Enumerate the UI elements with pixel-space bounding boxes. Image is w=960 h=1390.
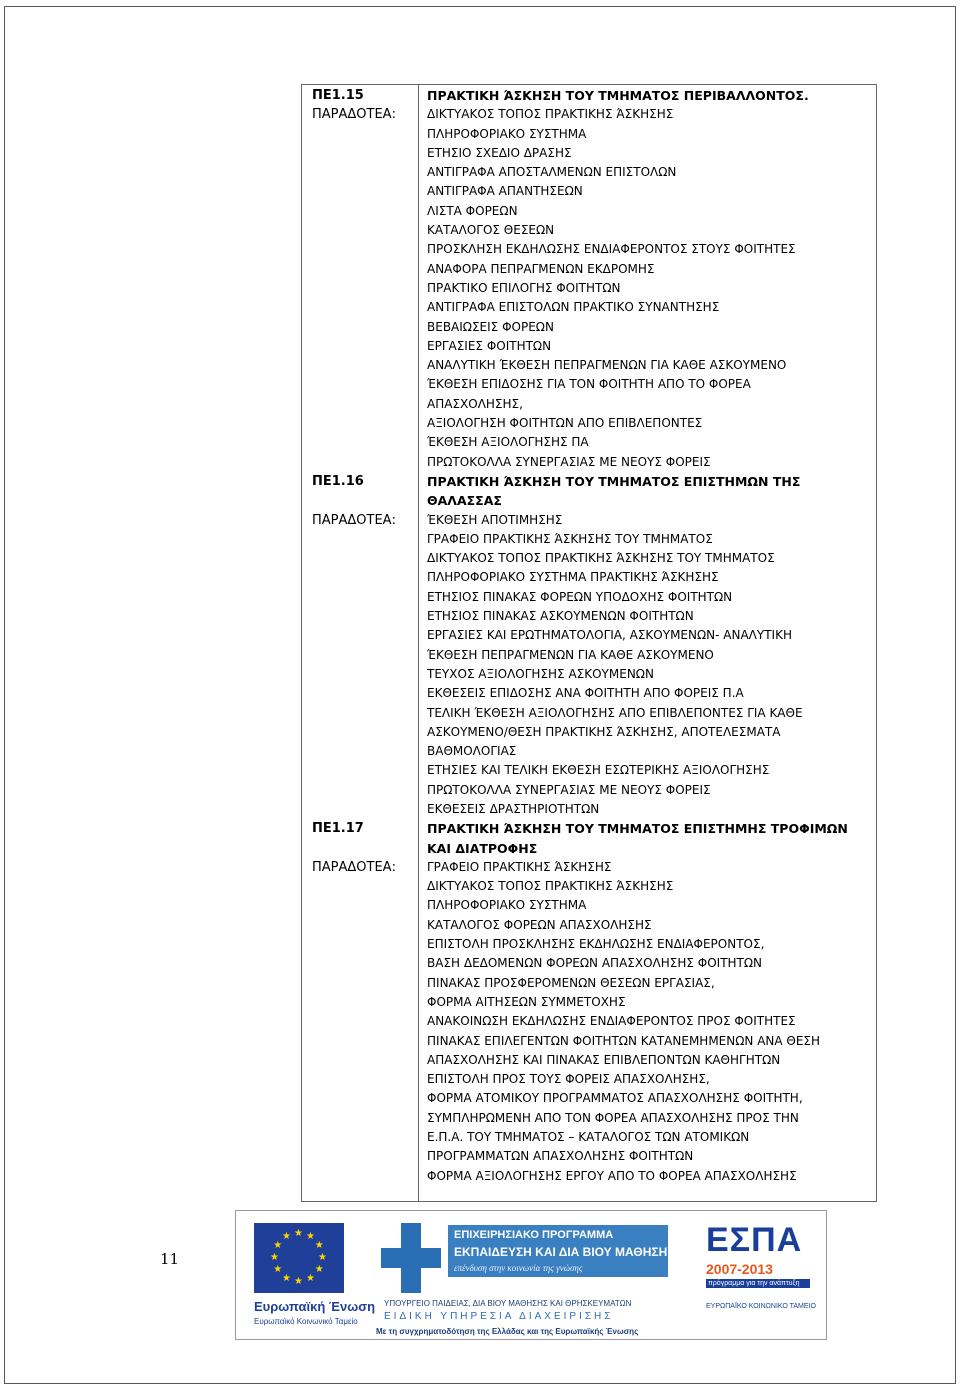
row-text: ΑΝΑΚΟΙΝΩΣΗ ΕΚΔΗΛΩΣΗΣ ΕΝΔΙΑΦΕΡΟΝΤΟΣ ΠΡΟΣ ΦΟΙΤΗΤΕΣ [427,1014,796,1029]
table-row [300,491,880,510]
table-row [300,684,880,703]
page-number: 11 [160,1250,180,1268]
table-row [300,916,880,935]
eu-star-icon: ★ [282,1272,291,1284]
row-text: ΈΚΘΕΣΗ ΕΠΙΔΟΣΗΣ ΓΙΑ ΤΟΝ ΦΟΙΤΗΤΗ ΑΠΟ ΤΟ ΦΟΡΕΑ [427,377,751,392]
table-row [300,1089,880,1108]
row-text: ΠΛΗΡΟΦΟΡΙΑΚΟ ΣΥΣΤΗΜΑ [427,126,587,141]
table-row [300,839,880,858]
table-row [300,182,880,201]
table-row [300,433,880,452]
espa-logo: ΕΣΠΑ [706,1221,803,1259]
row-text: ΑΠΑΣΧΟΛΗΣΗΣ ΚΑΙ ΠΙΝΑΚΑΣ ΕΠΙΒΛΕΠΟΝΤΩΝ ΚΑΘΗΓΗΤΩΝ [427,1052,781,1067]
table-row [300,279,880,298]
greek-cross-icon [381,1223,441,1293]
table-row [300,993,880,1012]
table-row [300,549,880,568]
table-row [300,511,880,530]
eu-star-icon: ★ [306,1231,315,1243]
table-row [300,202,880,221]
row-text: ΕΡΓΑΣΙΕΣ ΚΑΙ ΕΡΩΤΗΜΑΤΟΛΟΓΙΑ, ΑΣΚΟΥΜΕΝΩΝ- ΑΝΑΛΥΤΙΚΗ [427,628,792,643]
row-text: ΔΙΚΤΥΑΚΟΣ ΤΟΠΟΣ ΠΡΑΚΤΙΚΗΣ ΆΣΚΗΣΗΣ [427,879,674,894]
table-row [300,1167,880,1186]
row-text: ΕΤΗΣΙΕΣ ΚΑΙ ΤΕΛΙΚΗ ΕΚΘΕΣΗ ΕΣΩΤΕΡΙΚΗΣ ΑΞΙΟΛΟΓΗΣΗΣ [427,763,770,778]
row-text: ΕΤΗΣΙΟΣ ΠΙΝΑΚΑΣ ΑΣΚΟΥΜΕΝΩΝ ΦΟΙΤΗΤΩΝ [427,609,694,624]
table-row [300,240,880,259]
row-label: ΠΑΡΑΔΟΤΕΑ: [312,859,396,875]
table-row [300,472,880,491]
eu-star-icon: ★ [314,1240,324,1251]
row-text: ΠΡΑΚΤΙΚΗ ΆΣΚΗΣΗ ΤΟΥ ΤΜΗΜΑΤΟΣ ΕΠΙΣΤΗΜΗΣ ΤΡΟΦΙΜΩΝ [427,821,848,837]
op-title-line2: ΕΚΠΑΙΔΕΥΣΗ ΚΑΙ ΔΙΑ ΒΙΟΥ ΜΑΘΗΣΗ [454,1245,668,1259]
table-row [300,337,880,356]
row-text: ΠΡΩΤΟΚΟΛΛΑ ΣΥΝΕΡΓΑΣΙΑΣ ΜΕ ΝΕΟΥΣ ΦΟΡΕΙΣ [427,454,711,469]
row-text: ΠΡΩΤΟΚΟΛΛΑ ΣΥΝΕΡΓΑΣΙΑΣ ΜΕ ΝΕΟΥΣ ΦΟΡΕΙΣ [427,782,711,797]
row-text: ΤΕΛΙΚΗ ΈΚΘΕΣΗ ΑΞΙΟΛΟΓΗΣΗΣ ΑΠΟ ΕΠΙΒΛΕΠΟΝΤΕΣ ΓΙΑ ΚΑΘΕ [427,705,803,720]
cofinance-note: Με τη συγχρηματοδότηση της Ελλάδας και της Ευρωπαϊκής Ένωσης [376,1327,639,1336]
row-label: ΠΑΡΑΔΟΤΕΑ: [312,107,396,123]
table-row [300,819,880,838]
table-row [300,935,880,954]
table-row [300,800,880,819]
row-text: ΕΡΓΑΣΙΕΣ ΦΟΙΤΗΤΩΝ [427,338,552,353]
op-slogan: επένδυση στην κοινωνία της γνώσης [454,1263,583,1273]
eu-star-icon: ★ [294,1228,303,1239]
row-text: ΑΞΙΟΛΟΓΗΣΗ ΦΟΙΤΗΤΩΝ ΑΠΟ ΕΠΙΒΛΕΠΟΝΤΕΣ [427,416,703,431]
eu-star-icon: ★ [314,1264,324,1275]
row-text: ΑΝΤΙΓΡΑΦΑ ΕΠΙΣΤΟΛΩΝ ΠΡΑΚΤΙΚΟ ΣΥΝΑΝΤΗΣΗΣ [427,300,720,315]
row-text: ΕΠΙΣΤΟΛΗ ΠΡΟΣ ΤΟΥΣ ΦΟΡΕΙΣ ΑΠΑΣΧΟΛΗΣΗΣ, [427,1072,710,1087]
row-text: ΑΝΤΙΓΡΑΦΑ ΑΠΟΣΤΑΛΜΕΝΩΝ ΕΠΙΣΤΟΛΩΝ [427,165,677,180]
row-text: ΑΣΚΟΥΜΕΝΟ/ΘΕΣΗ ΠΡΑΚΤΙΚΗΣ ΆΣΚΗΣΗΣ, ΑΠΟΤΕΛΕΣΜΑΤΑ [427,724,781,739]
table-row [300,298,880,317]
table-row [300,221,880,240]
table-row [300,318,880,337]
row-text: ΑΝΤΙΓΡΑΦΑ ΑΠΑΝΤΗΣΕΩΝ [427,184,583,199]
table-row [300,646,880,665]
eu-star-icon: ★ [306,1272,315,1284]
row-text: ΕΚΘΕΣΕΙΣ ΕΠΙΔΟΣΗΣ ΑΝΑ ΦΟΙΤΗΤΗ ΑΠΟ ΦΟΡΕΙΣ Π.Α [427,686,744,701]
row-text: ΣΥΜΠΛΗΡΩΜΕΝΗ ΑΠΟ ΤΟΝ ΦΟΡΕΑ ΑΠΑΣΧΟΛΗΣΗΣ ΠΡΟΣ ΤΗΝ [427,1110,799,1125]
row-text: ΒΑΣΗ ΔΕΔΟΜΕΝΩΝ ΦΟΡΕΩΝ ΑΠΑΣΧΟΛΗΣΗΣ ΦΟΙΤΗΤΩΝ [427,956,763,971]
table-row [300,954,880,973]
table-row [300,105,880,124]
row-label: ΠΕ1.16 [312,473,364,489]
table-row [300,1032,880,1051]
row-text: ΠΡΑΚΤΙΚΟ ΕΠΙΛΟΓΗΣ ΦΟΙΤΗΤΩΝ [427,280,621,295]
table-row [300,1128,880,1147]
ministry-name: ΥΠΟΥΡΓΕΙΟ ΠΑΙΔΕΙΑΣ, ΔΙΑ ΒΙΟΥ ΜΑΘΗΣΗΣ ΚΑΙ ΘΡΗΣΚΕΥΜΑΤΩΝ [384,1299,632,1308]
table-row [300,742,880,761]
row-text: ΕΚΘΕΣΕΙΣ ΔΡΑΣΤΗΡΙΟΤΗΤΩΝ [427,801,600,816]
row-text: ΓΡΑΦΕΙΟ ΠΡΑΚΤΙΚΗΣ ΆΣΚΗΣΗΣ [427,859,612,874]
table-top-border [301,84,877,85]
row-text: ΕΤΗΣΙΟ ΣΧΕΔΙΟ ΔΡΑΣΗΣ [427,145,572,160]
eu-star-icon: ★ [273,1240,283,1251]
table-row [300,781,880,800]
table-row [300,144,880,163]
funding-banner [235,1210,827,1340]
eu-name: Ευρωπαϊκή Ένωση [254,1299,376,1314]
row-label: ΠΑΡΑΔΟΤΕΑ: [312,512,396,528]
row-text: ΓΡΑΦΕΙΟ ΠΡΑΚΤΙΚΗΣ ΆΣΚΗΣΗΣ ΤΟΥ ΤΜΗΜΑΤΟΣ [427,531,713,546]
row-text: ΤΕΥΧΟΣ ΑΞΙΟΛΟΓΗΣΗΣ ΑΣΚΟΥΜΕΝΩΝ [427,666,654,681]
table-row [300,86,880,105]
table-row [300,125,880,144]
row-text: ΠΡΟΣΚΛΗΣΗ ΕΚΔΗΛΩΣΗΣ ΕΝΔΙΑΦΕΡΟΝΤΟΣ ΣΤΟΥΣ ΦΟΙΤΗΤΕΣ [427,242,796,257]
table-row [300,1012,880,1031]
row-text: ΒΕΒΑΙΩΣΕΙΣ ΦΟΡΕΩΝ [427,319,554,334]
row-text: ΕΤΗΣΙΟΣ ΠΙΝΑΚΑΣ ΦΟΡΕΩΝ ΥΠΟΔΟΧΗΣ ΦΟΙΤΗΤΩΝ [427,589,733,604]
table-row [300,665,880,684]
row-text: ΠΛΗΡΟΦΟΡΙΑΚΟ ΣΥΣΤΗΜΑ ΠΡΑΚΤΙΚΗΣ ΆΣΚΗΣΗΣ [427,570,719,585]
table-row [300,858,880,877]
row-text: ΚΑΤΑΛΟΓΟΣ ΦΟΡΕΩΝ ΑΠΑΣΧΟΛΗΣΗΣ [427,917,652,932]
row-text: ΔΙΚΤΥΑΚΟΣ ΤΟΠΟΣ ΠΡΑΚΤΙΚΗΣ ΆΣΚΗΣΗΣ ΤΟΥ ΤΜΗΜΑΤΟΣ [427,551,775,566]
table-row [300,704,880,723]
row-text: ΦΟΡΜΑ ΑΙΤΗΣΕΩΝ ΣΥΜΜΕΤΟΧΗΣ [427,994,626,1009]
eu-star-icon: ★ [273,1264,283,1275]
row-text: ΠΙΝΑΚΑΣ ΠΡΟΣΦΕΡΟΜΕΝΩΝ ΘΕΣΕΩΝ ΕΡΓΑΣΙΑΣ, [427,975,715,990]
row-text: ΈΚΘΕΣΗ ΠΕΠΡΑΓΜΕΝΩΝ ΓΙΑ ΚΑΘΕ ΑΣΚΟΥΜΕΝΟ [427,647,714,662]
eu-star-icon: ★ [294,1276,303,1287]
table-row [300,260,880,279]
table-row [300,1051,880,1070]
row-text: ΑΝΑΛΥΤΙΚΗ ΈΚΘΕΣΗ ΠΕΠΡΑΓΜΕΝΩΝ ΓΙΑ ΚΑΘΕ ΑΣΚΟΥΜΕΝΟ [427,358,787,373]
row-text: ΦΟΡΜΑ ΑΤΟΜΙΚΟΥ ΠΡΟΓΡΑΜΜΑΤΟΣ ΑΠΑΣΧΟΛΗΣΗΣ ΦΟΙΤΗΤΗ, [427,1091,803,1106]
row-text: ΔΙΚΤΥΑΚΟΣ ΤΟΠΟΣ ΠΡΑΚΤΙΚΗΣ ΆΣΚΗΣΗΣ [427,107,674,122]
table-row [300,1109,880,1128]
table-row [300,974,880,993]
deliverables-table [300,86,880,1186]
row-text: ΠΙΝΑΚΑΣ ΕΠΙΛΕΓΕΝΤΩΝ ΦΟΙΤΗΤΩΝ ΚΑΤΑΝΕΜΗΜΕΝΩΝ ΑΝΑ ΘΕΣΗ [427,1033,821,1048]
row-text: ΑΠΑΣΧΟΛΗΣΗΣ, [427,396,523,411]
row-text: ΈΚΘΕΣΗ ΑΠΟΤΙΜΗΣΗΣ [427,512,563,527]
row-text: ΛΙΣΤΑ ΦΟΡΕΩΝ [427,203,518,218]
eu-fund: Ευρωπαϊκό Κοινωνικό Ταμείο [254,1317,358,1326]
row-text: ΈΚΘΕΣΗ ΑΞΙΟΛΟΓΗΣΗΣ ΠΑ [427,435,589,450]
row-text: ΠΡΑΚΤΙΚΗ ΆΣΚΗΣΗ ΤΟΥ ΤΜΗΜΑΤΟΣ ΕΠΙΣΤΗΜΩΝ ΤΗΣ [427,473,801,489]
table-row [300,723,880,742]
table-row [300,568,880,587]
table-row [300,761,880,780]
table-row [300,414,880,433]
row-text: ΑΝΑΦΟΡΑ ΠΕΠΡΑΓΜΕΝΩΝ ΕΚΔΡΟΜΗΣ [427,261,655,276]
table-row [300,530,880,549]
op-title-line1: ΕΠΙΧΕΙΡΗΣΙΑΚΟ ΠΡΟΓΡΑΜΜΑ [454,1229,614,1241]
row-text: ΚΑΤΑΛΟΓΟΣ ΘΕΣΕΩΝ [427,223,555,238]
row-text: ΠΛΗΡΟΦΟΡΙΑΚΟ ΣΥΣΤΗΜΑ [427,898,587,913]
table-row [300,1147,880,1166]
row-text: ΒΑΘΜΟΛΟΓΙΑΣ [427,744,517,759]
espa-slogan: πρόγραμμα για την ανάπτυξη [706,1279,810,1288]
table-row [300,395,880,414]
row-text: ΦΟΡΜΑ ΑΞΙΟΛΟΓΗΣΗΣ ΕΡΓΟΥ ΑΠΟ ΤΟ ΦΟΡΕΑ ΑΠΑΣΧΟΛΗΣΗΣ [427,1168,797,1183]
row-text: Ε.Π.Α. ΤΟΥ ΤΜΗΜΑΤΟΣ – ΚΑΤΑΛΟΓΟΣ ΤΩΝ ΑΤΟΜΙΚΩΝ [427,1130,750,1145]
table-row [300,877,880,896]
row-label: ΠΕ1.15 [312,88,364,103]
managing-authority: ΕΙΔΙΚΗ ΥΠΗΡΕΣΙΑ ΔΙΑΧΕΙΡΙΣΗΣ [384,1311,614,1322]
espa-years: 2007-2013 [706,1261,773,1277]
espa-fund: ΕΥΡΩΠΑΪΚΟ ΚΟΙΝΩΝΙΚΟ ΤΑΜΕΙΟ [706,1303,816,1310]
eu-star-icon: ★ [270,1252,279,1263]
row-text: ΠΡΟΓΡΑΜΜΑΤΩΝ ΑΠΑΣΧΟΛΗΣΗΣ ΦΟΙΤΗΤΩΝ [427,1149,694,1164]
row-text: ΚΑΙ ΔΙΑΤΡΟΦΗΣ [427,840,538,856]
eu-flag-icon [254,1223,344,1293]
table-row [300,356,880,375]
table-row [300,1070,880,1089]
table-row [300,626,880,645]
table-row [300,453,880,472]
table-row [300,896,880,915]
table-row [300,163,880,182]
eu-star-icon: ★ [282,1231,291,1243]
table-row [300,588,880,607]
row-text: ΠΡΑΚΤΙΚΗ ΆΣΚΗΣΗ ΤΟΥ ΤΜΗΜΑΤΟΣ ΠΕΡΙΒΑΛΛΟΝΤΟΣ. [427,88,809,103]
eu-star-icon: ★ [318,1252,327,1263]
row-text: ΕΠΙΣΤΟΛΗ ΠΡΟΣΚΛΗΣΗΣ ΕΚΔΗΛΩΣΗΣ ΕΝΔΙΑΦΕΡΟΝΤΟΣ, [427,937,765,952]
row-label: ΠΕ1.17 [312,821,364,837]
table-row [300,375,880,394]
table-row [300,607,880,626]
row-text: ΘΑΛΑΣΣΑΣ [427,493,502,509]
table-bottom-border [301,1201,877,1202]
